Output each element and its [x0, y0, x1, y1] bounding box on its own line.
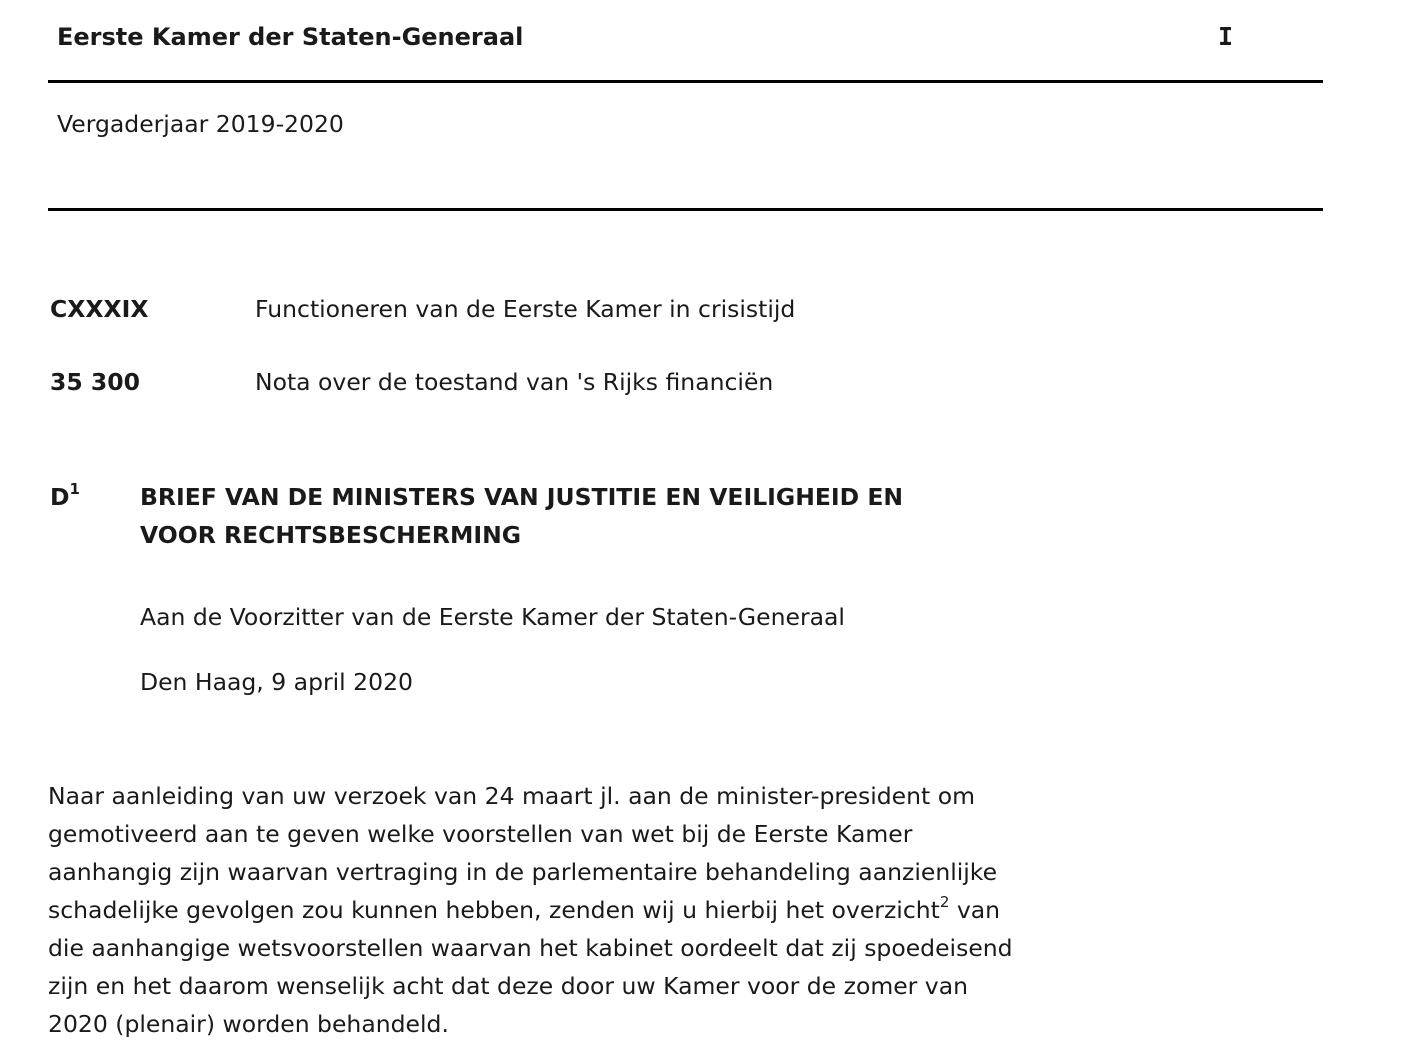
- header-title: Eerste Kamer der Staten-Generaal: [57, 23, 524, 51]
- body-paragraph: [48, 777, 1013, 1043]
- footnote-ref-1: 1: [69, 480, 80, 499]
- footnote-ref-2: 2: [939, 893, 950, 912]
- chamber-letter: I: [1218, 22, 1234, 51]
- body-line-with-footnote: [48, 891, 1013, 929]
- dossier-number: CXXXIX: [50, 295, 149, 323]
- header-rule-top: [48, 80, 1323, 83]
- body-line-text: schadelijke gevolgen zou kunnen hebben, zenden wij u hierbij het overzicht: [48, 896, 940, 924]
- dateline: Den Haag, 9 april 2020: [140, 668, 413, 696]
- letter-item-label: [50, 478, 80, 516]
- header-rule-bottom: [48, 208, 1323, 211]
- dossier-title: Functioneren van de Eerste Kamer in crisistijd: [255, 295, 796, 323]
- body-line: gemotiveerd aan te geven welke voorstellen van wet bij de Eerste Kamer: [48, 820, 913, 848]
- body-line: zijn en het daarom wenselijk acht dat deze door uw Kamer voor de zomer van: [48, 972, 968, 1000]
- letter-heading-line-2: VOOR RECHTSBESCHERMING: [140, 521, 522, 549]
- body-line: Naar aanleiding van uw verzoek van 24 maart jl. aan de minister-president om: [48, 782, 975, 810]
- dossier-title: Nota over de toestand van 's Rijks financiën: [255, 368, 774, 396]
- body-line: aanhangig zijn waarvan vertraging in de parlementaire behandeling aanzienlijke: [48, 858, 998, 886]
- dossier-number: 35 300: [50, 368, 140, 396]
- body-line: die aanhangige wetsvoorstellen waarvan het kabinet oordeelt dat zij spoedeisend: [48, 934, 1013, 962]
- salutation: Aan de Voorzitter van de Eerste Kamer der Staten-Generaal: [140, 603, 845, 631]
- letter-heading: [140, 478, 903, 554]
- body-line-text: van: [949, 896, 1001, 924]
- session-year: Vergaderjaar 2019-2020: [57, 110, 344, 138]
- letter-heading-line-1: BRIEF VAN DE MINISTERS VAN JUSTITIE EN VEILIGHEID EN: [140, 483, 904, 511]
- body-line: 2020 (plenair) worden behandeld.: [48, 1010, 449, 1038]
- letter-item-letter: D: [50, 483, 70, 511]
